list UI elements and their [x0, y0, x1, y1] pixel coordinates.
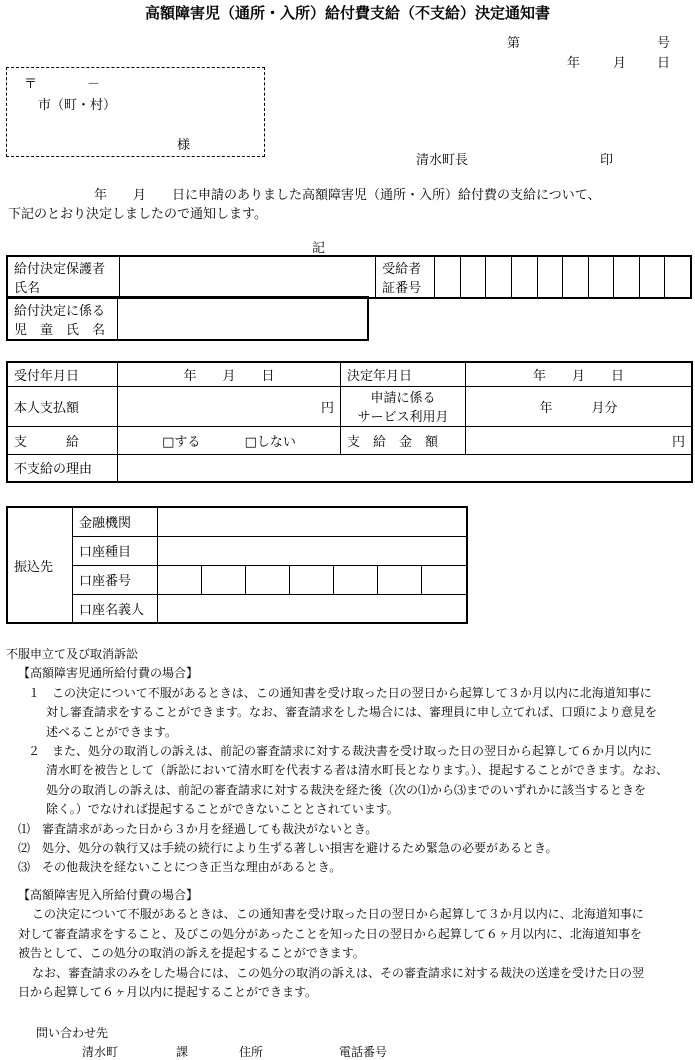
intro-line-2: 下記のとおり決定しましたので通知します。: [8, 207, 267, 222]
decision-date-field[interactable]: 年 月 日: [466, 362, 693, 386]
account-holder-field[interactable]: [158, 594, 468, 623]
reason-label: 不支給の理由: [7, 454, 118, 482]
service-month-label-1: 申請に係る: [370, 391, 436, 406]
postal-mark: 〒: [24, 77, 38, 92]
contact-phone: 電話番号: [339, 1045, 388, 1059]
postal-dash: －: [87, 77, 101, 92]
ki-label: 記: [312, 241, 326, 256]
city-label: 市（町・村）: [38, 98, 117, 113]
payment-label: 支 給: [7, 426, 118, 454]
item2-line-c: 処分の取消しの訴えは、前記の審査請求に対する裁決を経た後（次の⑴から⑶までのいずれかに該当するときを: [46, 782, 647, 797]
address-box: [6, 67, 265, 157]
cert-digit-4[interactable]: [512, 256, 538, 298]
cert-digit-2[interactable]: [460, 256, 486, 298]
date-day: 日: [657, 56, 671, 71]
item1-line-c: 述べることができます。: [46, 724, 178, 739]
bank-field[interactable]: [158, 507, 468, 536]
bank-table: [6, 506, 468, 624]
decision-date-label: 決定年月日: [341, 362, 466, 386]
doc-number-suffix: 号: [657, 36, 671, 51]
service-month-label-2: サービス利用月: [357, 410, 449, 425]
sama-label: 様: [177, 138, 191, 153]
cert-digit-8[interactable]: [614, 256, 640, 298]
account-digit-7[interactable]: [421, 565, 467, 594]
reason-field[interactable]: [118, 454, 693, 482]
account-holder-label: 口座名義人: [73, 594, 158, 623]
account-number-label: 口座番号: [73, 565, 158, 594]
guardian-label-2: 氏名: [14, 281, 41, 296]
sub-item-2: ⑵ 処分、処分の執行又は手続の続行により生ずる著しい損害を避けるため緊急の必要があるとき。: [18, 841, 558, 856]
payment-no-checkbox[interactable]: □しない: [244, 434, 296, 450]
service-month-field[interactable]: 年 月分: [466, 386, 693, 426]
child-table: [6, 296, 369, 341]
item2-line-a: ２ また、処分の取消しの訴えは、前記の審査請求に対する裁決書を受け取った日の翌日から起算して６か月以内に: [28, 744, 653, 759]
guardian-label-cell: [7, 256, 120, 298]
decision-table: [6, 361, 693, 483]
account-digit-5[interactable]: [333, 565, 377, 594]
contact-heading: 問い合わせ先: [36, 1026, 109, 1040]
cert-digit-10[interactable]: [665, 256, 691, 298]
nyusho-line-a: この決定について不服があるときは、この通知書を受け取った日の翌日から起算して３か月以内に、北海道知事に: [32, 907, 644, 922]
cert-digit-6[interactable]: [563, 256, 589, 298]
nyusho-line-d: なお、審査請求のみをした場合には、この処分の取消の訴えは、その審査請求に対する裁決の送達を受けた日の翌: [32, 965, 645, 980]
cert-digit-7[interactable]: [588, 256, 614, 298]
item2-line-d: 除く。）でなければ提起することができないこととされています。: [46, 802, 399, 817]
intro-line-1: 年 月 日に申請のありました高額障害児（通所・入所）給付費の支給について、: [94, 188, 601, 203]
sub-item-1: ⑴ 審査請求があった日から３か月を経過しても裁決がないとき。: [18, 821, 378, 836]
contact-address: 住所: [239, 1045, 264, 1059]
account-digit-2[interactable]: [201, 565, 245, 594]
account-digit-1[interactable]: [158, 565, 202, 594]
nyusho-line-b: 対して審査請求をすること、及びこの処分があったことを知った日の翌日から起算して６ヶ月以内に、北海道知事を: [18, 926, 642, 941]
guardian-name-field[interactable]: [120, 256, 376, 298]
guardian-label-1: 給付決定保護者: [14, 262, 106, 277]
doc-number-prefix: 第: [507, 36, 521, 51]
cert-label-cell: [376, 256, 435, 298]
issuer-seal: 印: [600, 153, 614, 168]
payment-yes-checkbox[interactable]: □する: [162, 434, 201, 450]
service-month-label-cell: [341, 386, 466, 426]
bank-label: 金融機関: [73, 507, 158, 536]
cert-digit-9[interactable]: [639, 256, 665, 298]
amount-label: 支 給 金 額: [341, 426, 466, 454]
received-date-label: 受付年月日: [7, 362, 118, 386]
tsusho-heading: 【高額障害児通所給付費の場合】: [18, 666, 199, 681]
nyusho-line-c: 被告として、この処分の取消の訴えを提起することができます。: [18, 946, 365, 961]
account-digit-6[interactable]: [377, 565, 421, 594]
issuer-name: 清水町長: [416, 153, 469, 168]
account-type-field[interactable]: [158, 536, 468, 565]
nyusho-heading: 【高額障害児入所給付費の場合】: [18, 887, 199, 902]
recipient-table: [6, 255, 692, 299]
date-month: 月: [613, 56, 627, 71]
cert-digit-3[interactable]: [486, 256, 512, 298]
notes-heading: 不服申立て及び取消訴訟: [6, 647, 139, 661]
transfer-label: 振込先: [7, 507, 73, 623]
self-pay-field[interactable]: 円: [118, 386, 341, 426]
cert-digit-5[interactable]: [537, 256, 563, 298]
document-title: 高額障害児（通所・入所）給付費支給（不支給）決定通知書: [144, 4, 550, 22]
cert-label-1: 受給者: [382, 262, 422, 277]
date-year: 年: [567, 56, 581, 71]
child-label-1: 給付決定に係る: [14, 303, 106, 319]
account-digit-3[interactable]: [245, 565, 289, 594]
appeal-notes: [6, 645, 690, 1002]
account-type-label: 口座種目: [73, 536, 158, 565]
item2-line-b: 清水町を被告として（訴訟において清水町を代表する者は清水町長となります。）、提起することができます。なお、: [46, 763, 669, 778]
account-digit-4[interactable]: [289, 565, 333, 594]
child-label-2: 児 童 氏 名: [14, 322, 106, 338]
cert-label-2: 証番号: [382, 281, 422, 296]
child-name-field[interactable]: [118, 297, 369, 340]
sub-item-3: ⑶ その他裁決を経ないことにつき正当な理由があるとき。: [18, 860, 342, 875]
contact-town: 清水町: [82, 1045, 119, 1059]
amount-field[interactable]: 円: [466, 426, 693, 454]
contact-section: 課: [176, 1045, 189, 1059]
item1-line-a: １ この決定について不服があるときは、この通知書を受け取った日の翌日から起算して３か月以内に北海道知事に: [28, 685, 652, 700]
self-pay-label: 本人支払額: [7, 386, 118, 426]
item1-line-b: 対し審査請求をすることができます。なお、審査請求をした場合には、審理員に申し立てれば、口頭により意見を: [46, 705, 658, 720]
received-date-field[interactable]: 年 月 日: [118, 362, 341, 386]
payment-options: [118, 426, 341, 454]
cert-digit-1[interactable]: [435, 256, 461, 298]
child-label-cell: [7, 297, 118, 340]
nyusho-line-e: 日から起算して６ヶ月以内に提起することができます。: [18, 984, 318, 999]
